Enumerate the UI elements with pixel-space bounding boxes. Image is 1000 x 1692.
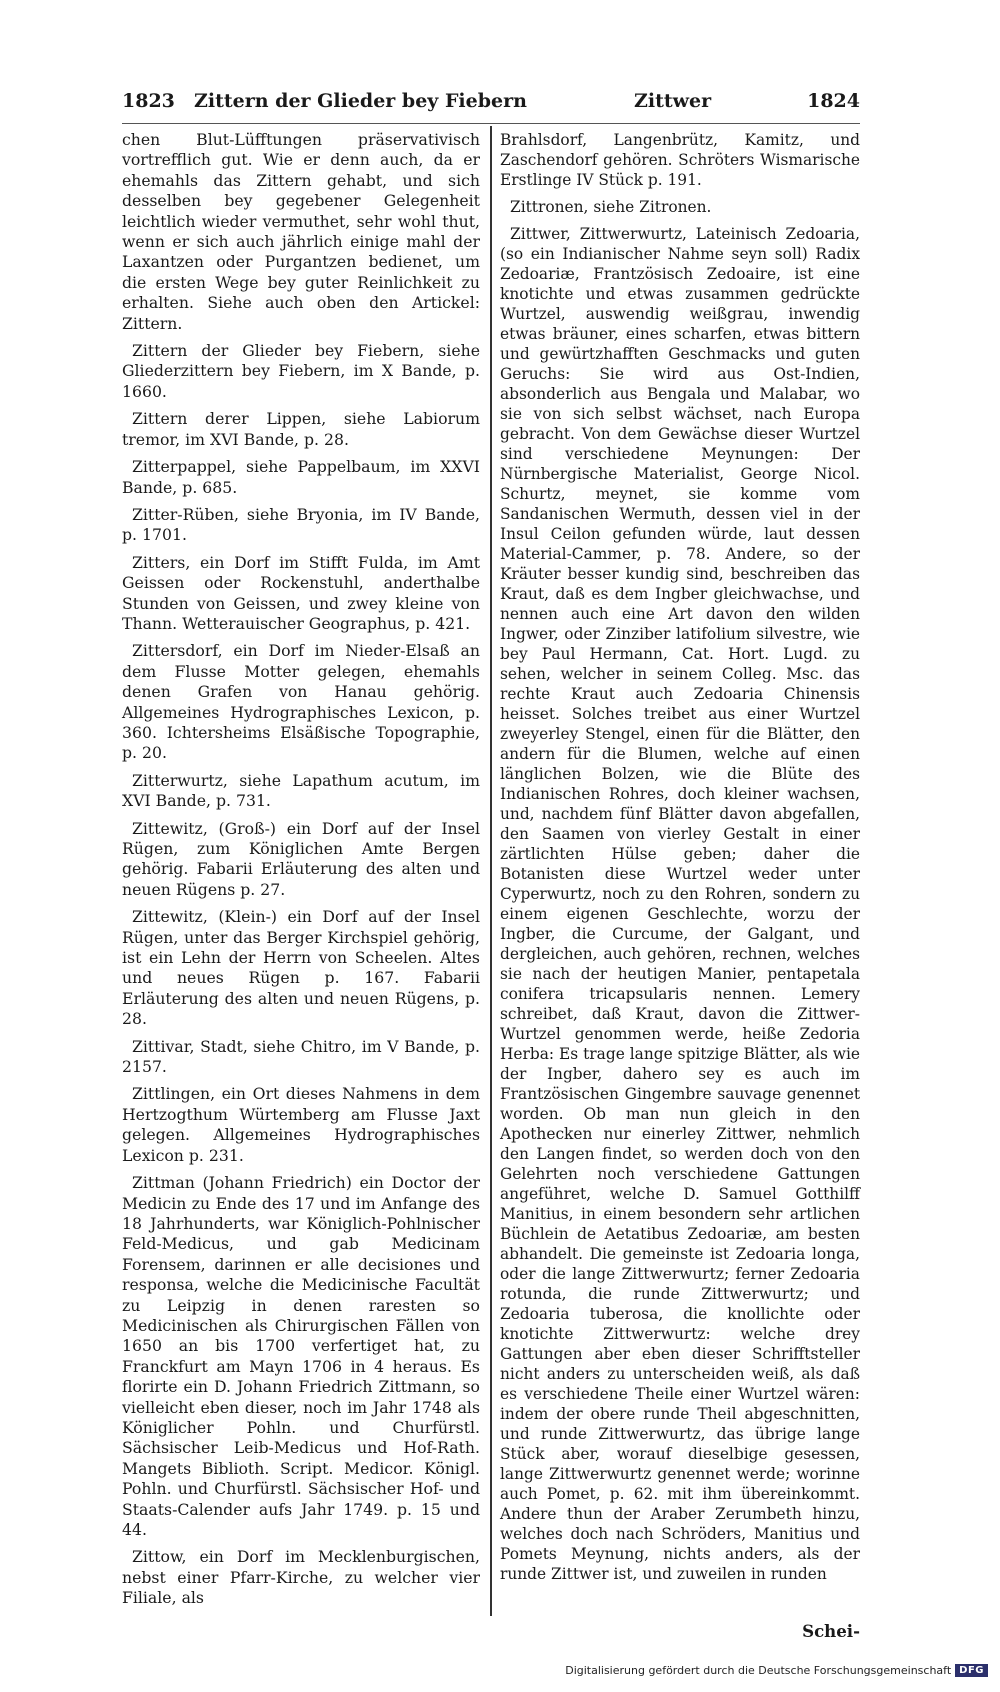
right-column (500, 130, 860, 1591)
digitization-footer (565, 1660, 988, 1680)
paragraph: Zittern derer Lippen, siehe Labiorum tremor, im XVI Bande, p. 28. (122, 409, 480, 449)
running-head (122, 90, 860, 120)
paragraph: chen Blut-Lüfftungen präservativisch vortrefflich gut. Wie er denn auch, da er ehemahls das Zittern gehabt, und sich desselben bey gegebener Gelegenheit leichtlich wieder vermuthet, sehr wohl thut, wenn er sich auch jährlich einige mahl der Laxantzen oder Purgantzen bedienet, um die ersten Wege bey guter Reinlichkeit zu erhalten. Siehe auch oben den Artickel: Zittern. (122, 130, 480, 333)
paragraph: Zittersdorf, ein Dorf im Nieder-Elsaß an dem Flusse Motter gelegen, ehemahls denen Grafen von Hanau gehörig. Allgemeines Hydrographisches Lexicon, p. 360. Ichtersheims Elsäßische Topographie, p. 20. (122, 641, 480, 763)
header-rule (122, 123, 860, 124)
column-divider (490, 126, 492, 1616)
paragraph: Zittwer, Zittwerwurtz, Lateinisch Zedoaria, (so ein Indianischer Nahme seyn soll) Radix Zedoariæ, Frantzösisch Zedoaire, ist eine knotichte und etwas zusammen gedrückte Wurtzel, auswendig weißgrau, inwendig etwas bräuner, eines scharfen, etwas bittern und gewürtzhafften Geschmacks und guten Geruchs: Sie wird aus Ost-Indien, absonderlich aus Bengala und Malabar, wo sie von sich selbst wächset, nach Europa gebracht. Von dem Gewächse dieser Wurtzel sind verschiedene Meynungen: Der Nürnbergische Materialist, George Nicol. Schurtz, meynet, sie komme vom Sandanischen Wermuth, dessen viel in der Insul Ceilon gefunden würde, laut dessen Material-Cammer, p. 78. Andere, so der Kräuter besser kundig sind, beschreiben das Kraut, daß es dem Ingber gleichwachse, und nennen auch eine Art davon den wilden Ingwer, oder Zinziber latifolium silvestre, wie bey Paul Hermann, Cat. Hort. Lugd. zu sehen, welcher in seinem Colleg. Msc. das rechte Kraut auch Zedoaria Chinensis heisset. Solches treibet aus einer Wurtzel zweyerley Stengel, einen für die Blätter, den andern für die Blumen, welche auf einen länglichen Bolzen, wie die Blüte des Indianischen Rohres, doch kleiner wachsen, und, nachdem fünf Blätter davon abgefallen, den Saamen von vierley Gestalt in einer zärtlichten Hülse geben; daher die Botanisten diese Wurtzel weder unter Cyperwurtz, noch zu den Rohren, sondern zu einem eigenen Geschlechte, worzu der Ingber, die Curcume, der Galgant, und dergleichen, auch gehören, rechnen, welches sie nach der heutigen Manier, pentapetala conifera tricapsularis nennen. Lemery schreibet, daß Kraut, davon die Zittwer-Wurtzel genommen werde, heiße Zedoria Herba: Es trage lange spitzige Blätter, als wie der Ingber, dahero sey es auch im Frantzösischen Gingembre sauvage genennet worden. Ob man nun gleich in den Apothecken nur einerley Zittwer, nehmlich den Langen findet, so werden doch von den Gelehrten noch verschiedene Gattungen angeführet, welche D. Samuel Gotthilff Manitius, in einem besondern sehr artlichen Büchlein de Aetatibus Zedoariæ, am besten abhandelt. Die gemeinste ist Zedoaria longa, oder die lange Zittwerwurtz; ferner Zedoaria rotunda, die runde Zittwerwurtz; und Zedoaria tuberosa, die knollichte oder knotichte Zittwerwurtz: welche drey Gattungen aber eben dieser Schrifftsteller nicht anders zu unterscheiden weiß, als daß es verschiedene Theile einer Wurtzel wären: indem der obere runde Theil abgeschnitten, und runde Zittwerwurtz, das übrige lange Stück aber, worauf dieselbige gesessen, lange Zittwerwurtz genennet werde; worinne auch Pomet, p. 62. mit ihm übereinkommt. Andere thun der Araber Zerumbeth hinzu, welches doch nach Schröders, Manitius und Pomets Meynung, nichts anders, als der runde Zittwer ist, und zuweilen in runden (500, 225, 860, 1583)
paragraph: Zittow, ein Dorf im Mecklenburgischen, nebst einer Pfarr-Kirche, zu welcher vier Filiale, als (122, 1547, 480, 1608)
paragraph: Zitterpappel, siehe Pappelbaum, im XXVI Bande, p. 685. (122, 457, 480, 497)
footer-credit: Digitalisierung gefördert durch die Deutsche Forschungsgemeinschaft (565, 1663, 952, 1677)
paragraph: Zittronen, siehe Zitronen. (510, 198, 712, 216)
paragraph: Zittivar, Stadt, siehe Chitro, im V Bande, p. 2157. (122, 1036, 480, 1077)
right-page-number: 1824 (807, 90, 860, 112)
paragraph: Zittewitz, (Klein-) ein Dorf auf der Insel Rügen, unter das Berger Kirchspiel gehörig, ist ein Lehn der Herrn von Scheelen. Altes und neues Rügen p. 167. Fabarii Erläuterung des alten und neuen Rügens, p. 28. (122, 907, 480, 1029)
paragraph: Zittewitz, (Groß-) ein Dorf auf der Insel Rügen, zum Königlichen Amte Bergen gehörig. Fabarii Erläuterung des alten und neuen Rügens p. 27. (122, 818, 480, 899)
paragraph: Zittlingen, ein Ort dieses Nahmens in dem Hertzogthum Würtemberg am Flusse Jaxt gelegen. Allgemeines Hydrographisches Lexicon p. 231. (122, 1084, 480, 1165)
left-running-title: Zittern der Glieder bey Fiebern (194, 90, 527, 112)
left-column (122, 130, 480, 1616)
paragraph: Zitters, ein Dorf im Stifft Fulda, im Amt Geissen oder Rockenstuhl, anderthalbe Stunden von Geissen, und zwey kleine von Thann. Wetterauischer Geographus, p. 421. (122, 552, 480, 633)
left-page-number: 1823 (122, 90, 175, 112)
paragraph: Zittern der Glieder bey Fiebern, siehe Gliederzittern bey Fiebern, im X Bande, p. 1660. (122, 341, 480, 401)
paragraph: Zitter-Rüben, siehe Bryonia, im IV Bande, p. 1701. (122, 504, 480, 545)
paragraph: Brahlsdorf, Langenbrütz, Kamitz, und Zaschendorf gehören. Schröters Wismarische Erstlinge IV Stück p. 191. (500, 131, 860, 189)
paragraph: Zitterwurtz, siehe Lapathum acutum, im XVI Bande, p. 731. (122, 770, 480, 811)
paragraph: Zittman (Johann Friedrich) ein Doctor der Medicin zu Ende des 17 und im Anfange des 18 Jahrhunderts, war Königlich-Pohlnischer Feld-Medicus, und gab Medicinam Forensem, darinnen er alle decisiones und responsa, welche die Medicinische Facultät zu Leipzig in denen raresten so Medicinischen als Chirurgischen Fällen von 1650 an bis 1700 verfertiget hat, zu Franckfurt am Mayn 1706 in 4 heraus. Es florirte ein D. Johann Friedrich Zittmann, so vielleicht eben dieser, noch im Jahr 1748 als Königlicher Pohln. und Churfürstl. Sächsischer Leib-Medicus und Hof-Rath. Mangets Biblioth. Script. Medicor. Königl. Pohln. und Churfürstl. Sächsischer Hof- und Staats-Calender aufs Jahr 1749. p. 15 und 44. (122, 1173, 480, 1539)
dfg-logo: DFG (955, 1664, 988, 1677)
catchword: Schei- (802, 1621, 860, 1641)
right-running-title: Zittwer (634, 90, 712, 112)
